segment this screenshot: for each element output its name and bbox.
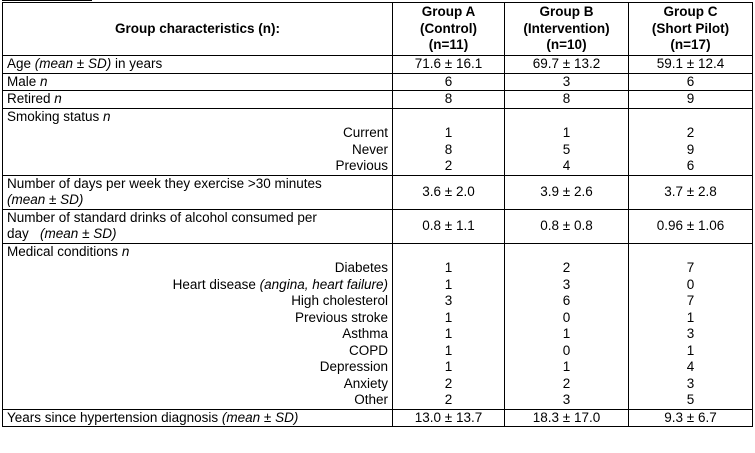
alcohol-group-c: 0.96 ± 1.06 [629,209,753,243]
header-row [3,3,753,56]
smoking-previous-label: Previous [335,158,388,173]
header-characteristics: Group characteristics (n): [3,3,393,56]
group-characteristics-table [2,2,753,427]
years-group-a: 13.0 ± 13.7 [393,409,505,427]
medical-depression-label: Depression [319,359,388,374]
group-a-n: (n=11) [428,37,469,53]
smoking-label: Smoking status n [7,108,111,124]
age-group-b: 69.7 ± 13.2 [505,56,629,74]
alcohol-label: Number of standard drinks of alcohol consumed per day (mean ± SD) [3,209,393,243]
retired-group-a: 8 [393,91,505,109]
row-retired [3,91,753,109]
medical-stroke-label: Previous stroke [294,309,388,325]
row-age [3,56,753,74]
male-label: Male n [3,73,393,91]
row-medical [3,243,753,409]
smoking-label-cell [3,108,393,175]
exercise-group-b: 3.9 ± 2.6 [505,175,629,209]
smoking-current-label: Current [342,125,388,140]
age-group-a: 71.6 ± 16.1 [393,56,505,74]
group-c-desc: (Short Pilot) [651,20,730,36]
years-group-b: 18.3 ± 17.0 [505,409,629,427]
header-group-b [505,3,629,56]
medical-heart-label: Heart disease (angina, heart failure) [172,276,388,292]
group-a-desc: (Control) [420,20,477,36]
group-c-n: (n=17) [670,37,711,53]
smoking-group-a: 1 8 2 [393,108,505,175]
medical-label: Medical conditions n [7,243,130,259]
medical-label-cell [3,243,393,409]
years-group-c: 9.3 ± 6.7 [629,409,753,427]
smoking-never-label: Never [351,141,388,157]
male-group-b: 3 [505,73,629,91]
medical-diabetes-label: Diabetes [334,260,388,275]
group-b-desc: (Intervention) [523,20,610,36]
smoking-group-c: 2 9 6 [629,108,753,175]
row-years [3,409,753,427]
retired-label: Retired n [3,91,393,109]
group-b-n: (n=10) [546,37,587,53]
medical-group-c: 7 0 7 1 3 1 4 3 5 [629,243,753,409]
header-group-a [393,3,505,56]
row-alcohol [3,209,753,243]
row-exercise [3,175,753,209]
medical-cholesterol-label: High cholesterol [291,293,388,308]
retired-group-c: 9 [629,91,753,109]
medical-group-b: 2 3 6 0 1 0 1 2 3 [505,243,629,409]
medical-group-a: 1 1 3 1 1 1 1 2 2 [393,243,505,409]
row-smoking [3,108,753,175]
group-b-name: Group B [539,4,594,20]
medical-copd-label: COPD [348,342,388,358]
medical-anxiety-label: Anxiety [343,375,388,391]
exercise-label: Number of days per week they exercise >30 minutes (mean ± SD) [3,175,393,209]
medical-other-label: Other [354,392,388,407]
medical-asthma-label: Asthma [342,326,388,341]
row-male [3,73,753,91]
age-label: Age (mean ± SD) in years [3,56,393,74]
alcohol-group-b: 0.8 ± 0.8 [505,209,629,243]
smoking-group-b: 1 5 4 [505,108,629,175]
alcohol-group-a: 0.8 ± 1.1 [393,209,505,243]
group-a-name: Group A [421,4,476,20]
exercise-group-c: 3.7 ± 2.8 [629,175,753,209]
group-c-name: Group C [663,4,718,20]
age-group-c: 59.1 ± 12.4 [629,56,753,74]
male-group-a: 6 [393,73,505,91]
male-group-c: 6 [629,73,753,91]
header-group-c [629,3,753,56]
years-label: Years since hypertension diagnosis (mean ± SD) [3,409,393,427]
exercise-group-a: 3.6 ± 2.0 [393,175,505,209]
retired-group-b: 8 [505,91,629,109]
